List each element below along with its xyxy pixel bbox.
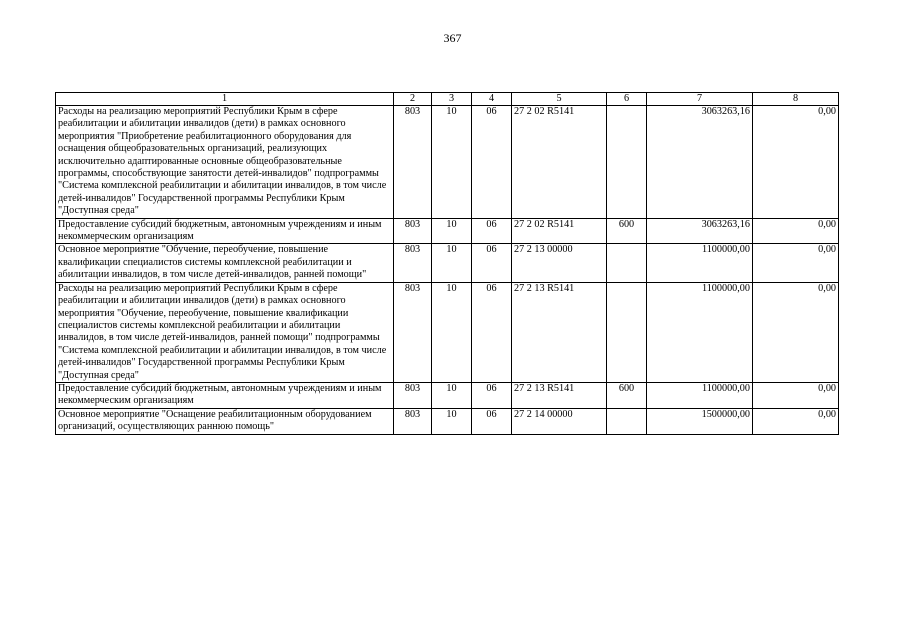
- row-target-code: 27 2 13 00000: [512, 244, 607, 282]
- column-header: 3: [432, 93, 472, 106]
- row-amount-2: 0,00: [753, 106, 839, 219]
- row-amount-2: 0,00: [753, 218, 839, 244]
- row-expense-type: [607, 282, 647, 382]
- table-row: [56, 408, 839, 434]
- row-section-code: 10: [432, 218, 472, 244]
- table-row: [56, 244, 839, 282]
- row-section-code: 10: [432, 282, 472, 382]
- table-row: [56, 282, 839, 382]
- row-admin-code: 803: [394, 218, 432, 244]
- row-subsection-code: 06: [472, 244, 512, 282]
- row-section-code: 10: [432, 244, 472, 282]
- row-section-code: 10: [432, 408, 472, 434]
- table-row: [56, 106, 839, 219]
- row-target-code: 27 2 13 R5141: [512, 382, 607, 408]
- column-header: 4: [472, 93, 512, 106]
- row-description: Расходы на реализацию мероприятий Республики Крым в сфере реабилитации и абилитации инвалидов (дети) в рамках основного мероприятия "Обучение, переобучение, повышение квалификации специалистов системы комплексной реабилитации и абилитации инвалидов, в том числе детей-инвалидов, ранней помощи" подпрограммы "Система комплексной реабилитации и абилитации инвалидов, в том числе детей-инвалидов" Государственной программы Республики Крым "Доступная среда": [56, 282, 394, 382]
- row-amount-1: 3063263,16: [647, 218, 753, 244]
- row-expense-type: [607, 408, 647, 434]
- column-header: 8: [753, 93, 839, 106]
- row-admin-code: 803: [394, 382, 432, 408]
- row-expense-type: [607, 106, 647, 219]
- row-amount-2: 0,00: [753, 382, 839, 408]
- row-section-code: 10: [432, 106, 472, 219]
- row-amount-1: 1100000,00: [647, 244, 753, 282]
- row-description: Основное мероприятие "Оснащение реабилитационным оборудованием организаций, осуществляющих раннюю помощь": [56, 408, 394, 434]
- row-subsection-code: 06: [472, 106, 512, 219]
- row-admin-code: 803: [394, 408, 432, 434]
- row-admin-code: 803: [394, 244, 432, 282]
- row-admin-code: 803: [394, 282, 432, 382]
- row-target-code: 27 2 02 R5141: [512, 106, 607, 219]
- header-row: [56, 93, 839, 106]
- row-amount-2: 0,00: [753, 408, 839, 434]
- column-header: 7: [647, 93, 753, 106]
- row-subsection-code: 06: [472, 382, 512, 408]
- column-header: 5: [512, 93, 607, 106]
- row-amount-1: 1500000,00: [647, 408, 753, 434]
- row-admin-code: 803: [394, 106, 432, 219]
- row-amount-1: 3063263,16: [647, 106, 753, 219]
- row-description: Основное мероприятие "Обучение, переобучение, повышение квалификации специалистов системы комплексной реабилитации и абилитации инвалидов, в том числе детей-инвалидов, ранней помощи": [56, 244, 394, 282]
- page-number: 367: [443, 31, 462, 45]
- row-amount-2: 0,00: [753, 244, 839, 282]
- column-header: 6: [607, 93, 647, 106]
- row-amount-1: 1100000,00: [647, 382, 753, 408]
- row-expense-type: [607, 244, 647, 282]
- row-target-code: 27 2 02 R5141: [512, 218, 607, 244]
- row-expense-type: 600: [607, 218, 647, 244]
- table-row: [56, 382, 839, 408]
- row-description: Предоставление субсидий бюджетным, автономным учреждениям и иным некоммерческим организациям: [56, 382, 394, 408]
- row-target-code: 27 2 13 R5141: [512, 282, 607, 382]
- row-description: Расходы на реализацию мероприятий Республики Крым в сфере реабилитации и абилитации инвалидов (дети) в рамках основного мероприятия "Приобретение реабилитационного оборудования для оснащения общеобразовательных организаций, реализующих исключительно адаптированные основные общеобразовательные программы, способствующие занятости детей-инвалидов" подпрограммы "Система комплексной реабилитации и абилитации инвалидов, в том числе детей-инвалидов" Государственной программы Республики Крым "Доступная среда": [56, 106, 394, 219]
- column-header: 1: [56, 93, 394, 106]
- row-section-code: 10: [432, 382, 472, 408]
- column-header: 2: [394, 93, 432, 106]
- row-subsection-code: 06: [472, 218, 512, 244]
- row-subsection-code: 06: [472, 282, 512, 382]
- row-expense-type: 600: [607, 382, 647, 408]
- table-row: [56, 218, 839, 244]
- row-target-code: 27 2 14 00000: [512, 408, 607, 434]
- budget-table: [55, 92, 839, 435]
- row-amount-2: 0,00: [753, 282, 839, 382]
- row-amount-1: 1100000,00: [647, 282, 753, 382]
- row-subsection-code: 06: [472, 408, 512, 434]
- row-description: Предоставление субсидий бюджетным, автономным учреждениям и иным некоммерческим организациям: [56, 218, 394, 244]
